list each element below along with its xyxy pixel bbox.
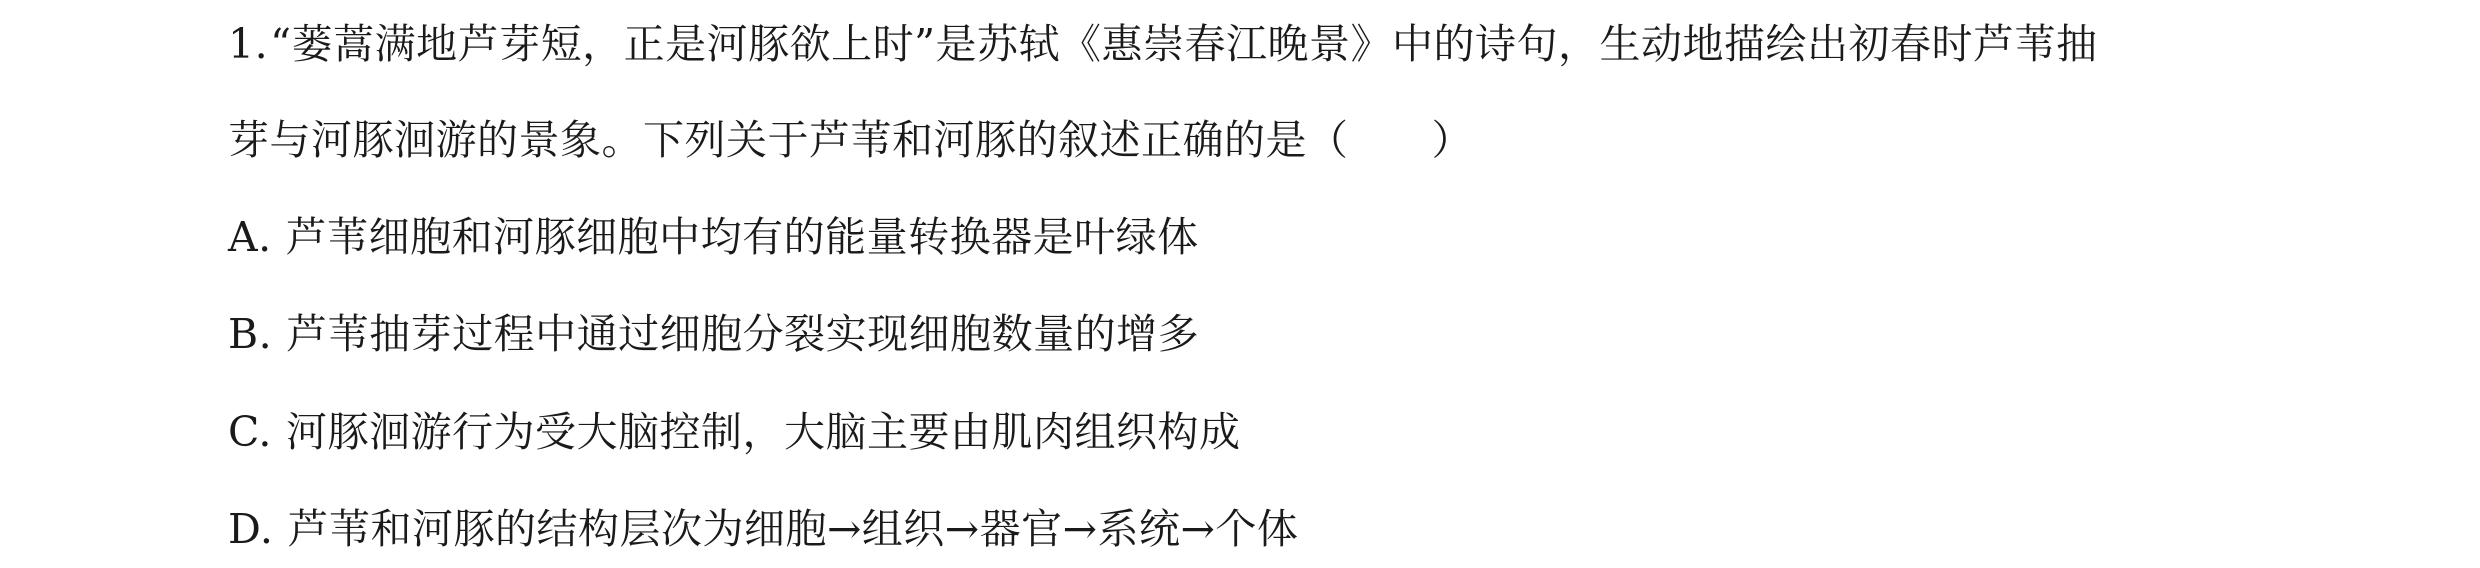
option-b-text: 芦苇抽芽过程中通过细胞分裂实现细胞数量的增多: [286, 310, 1200, 358]
option-d: [228, 499, 1298, 559]
option-b-letter: B.: [228, 310, 273, 358]
question-stem-line-2: [228, 110, 1473, 170]
option-d-letter: D.: [228, 505, 274, 553]
option-c-letter: C.: [228, 408, 272, 456]
question-stem-line-1: [228, 14, 2098, 74]
question-number: 1.: [228, 20, 269, 68]
option-b: [228, 304, 1199, 364]
option-a: [228, 207, 1199, 267]
question-stem-text-1: “蒌蒿满地芦芽短，正是河豚欲上时”是苏轼《惠崇春江晚景》中的诗句，生动地描绘出初春时芦苇抽: [270, 20, 2098, 68]
option-c: [228, 402, 1240, 462]
option-a-letter: A.: [228, 213, 272, 261]
option-a-text: 芦苇细胞和河豚细胞中均有的能量转换器是叶绿体: [285, 213, 1199, 261]
option-c-text: 河豚洄游行为受大脑控制，大脑主要由肌肉组织构成: [285, 408, 1241, 456]
question-stem-text-2: 芽与河豚洄游的景象。下列关于芦苇和河豚的叙述正确的是（ ）: [228, 116, 1473, 164]
option-d-text: 芦苇和河豚的结构层次为细胞→组织→器官→系统→个体: [287, 505, 1299, 553]
